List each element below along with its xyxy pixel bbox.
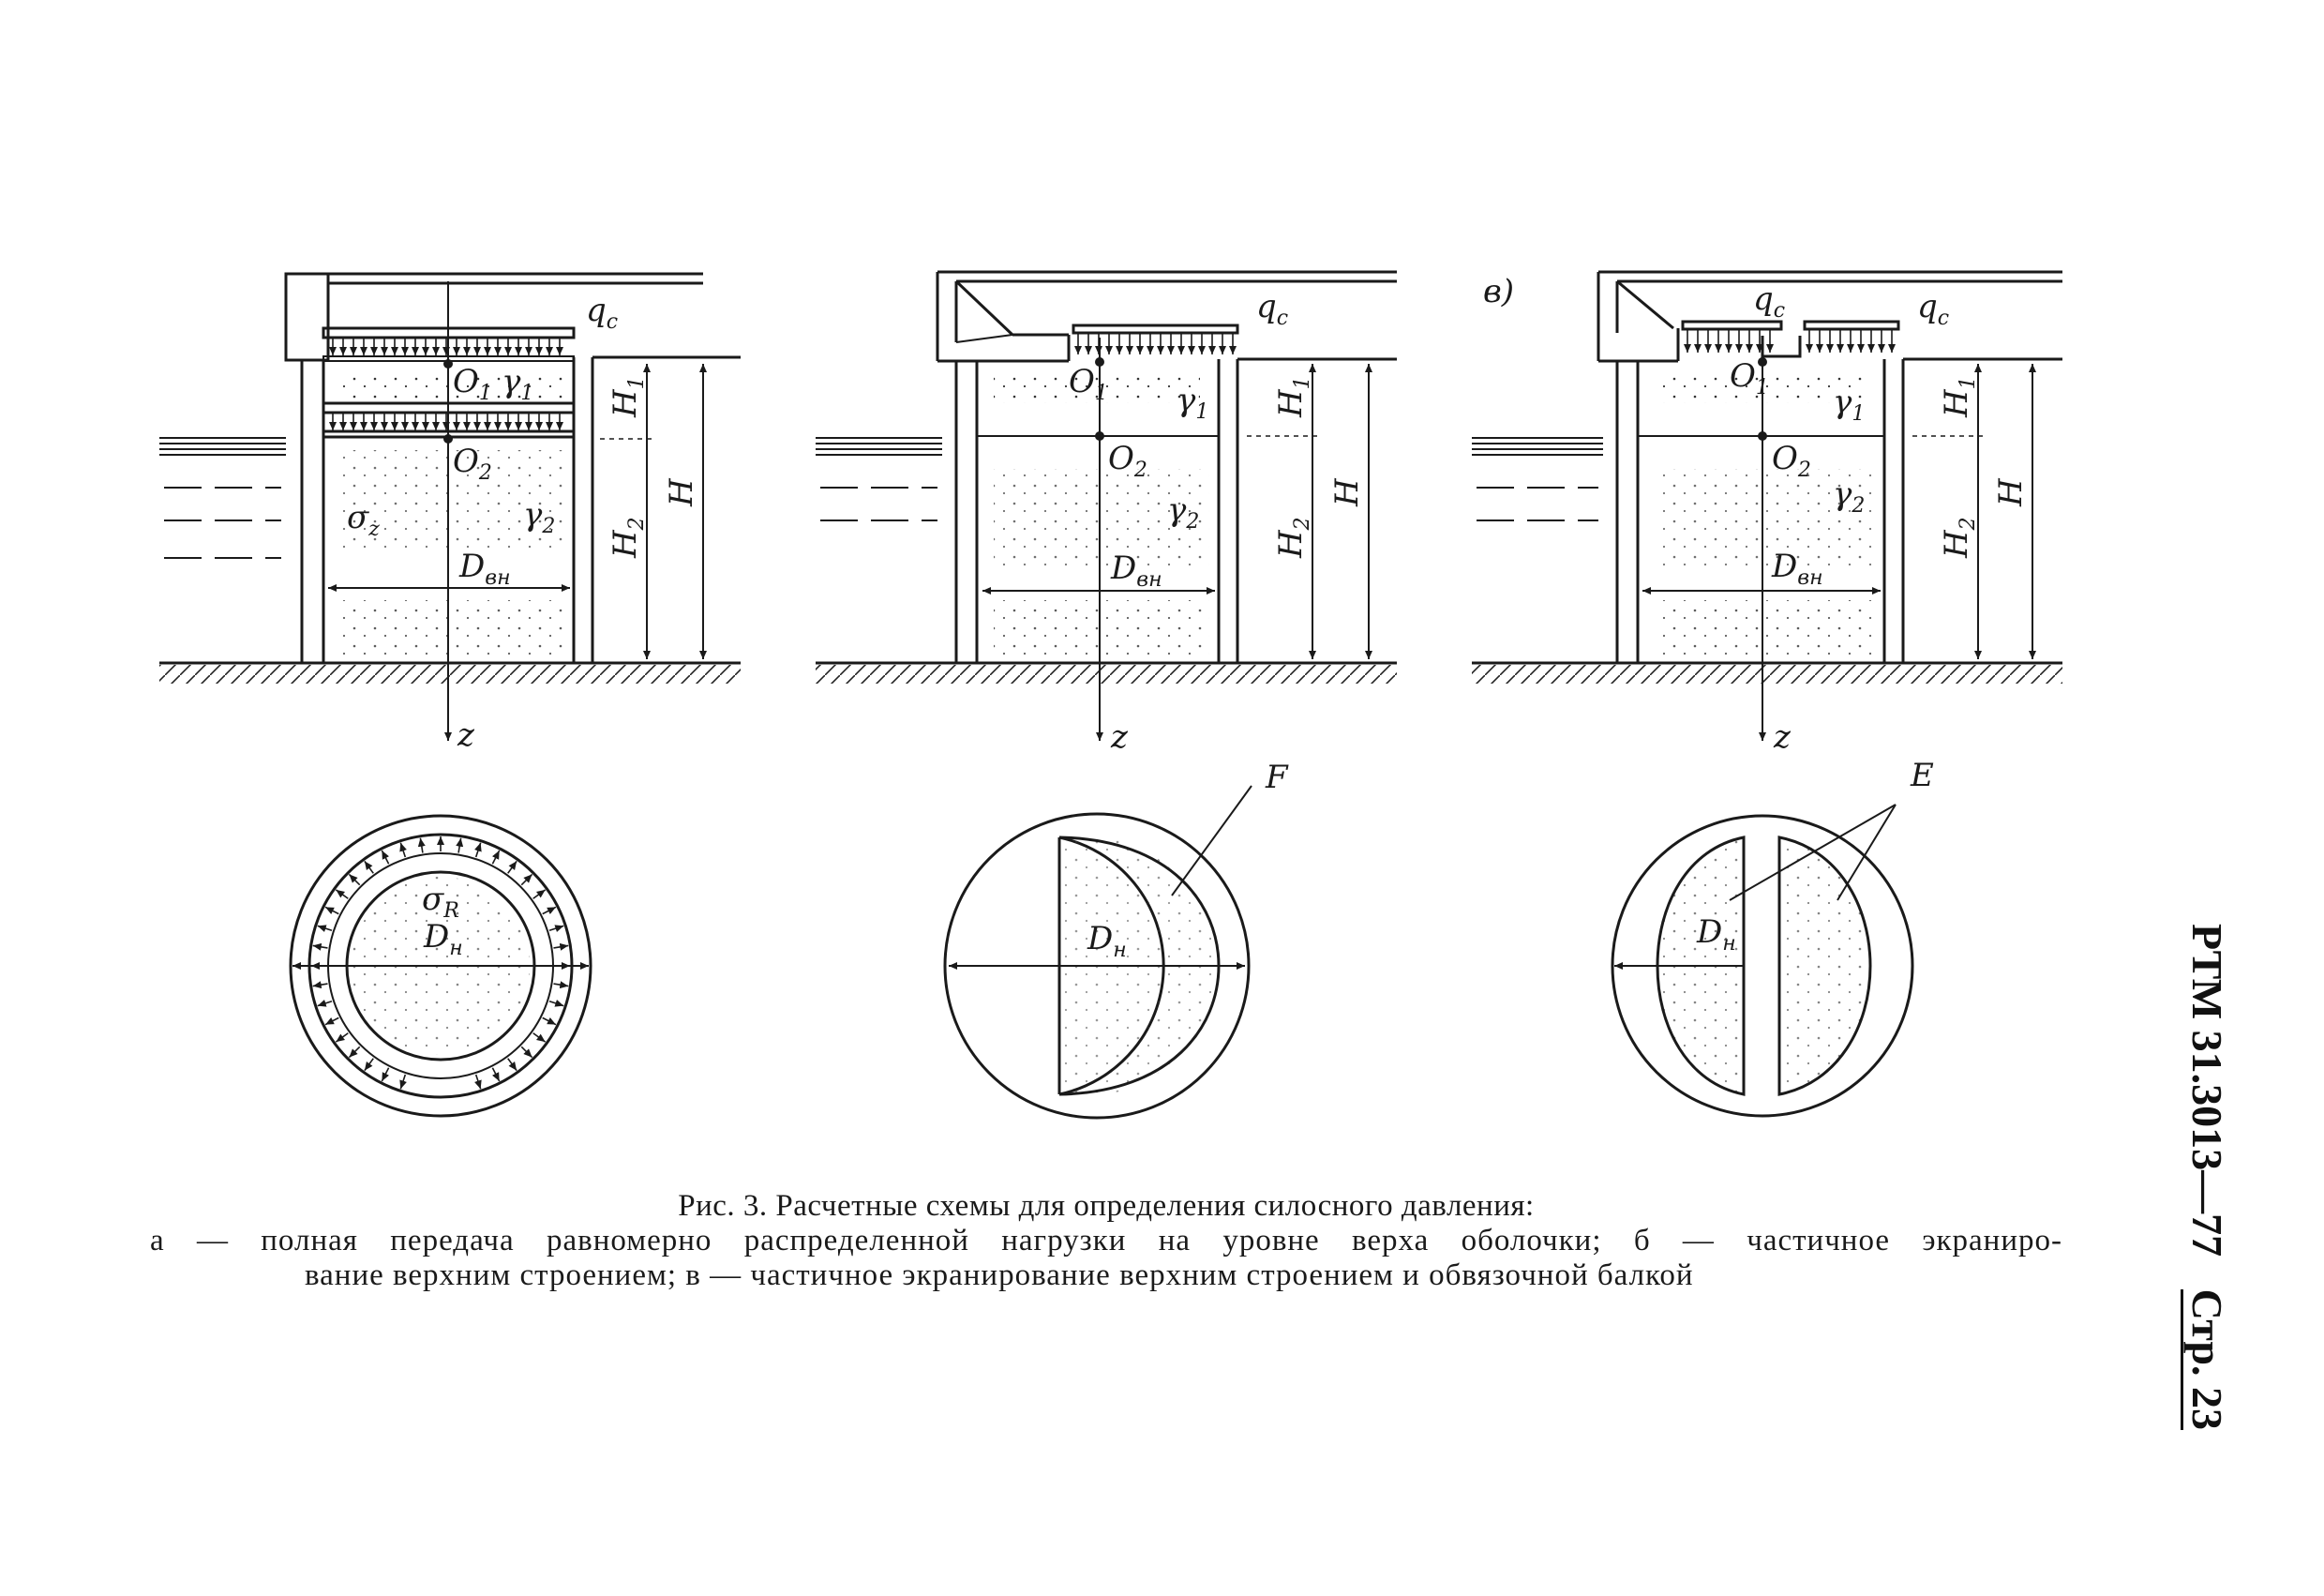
label-gamma2-b: $\gamma_2$ <box>1167 491 1200 534</box>
load-arrow <box>543 1017 556 1024</box>
label-dn-b: $D_н$ <box>1087 920 1127 962</box>
label-dn-a: $D_н$ <box>424 918 463 960</box>
panel-a-plan <box>291 816 591 1116</box>
load-arrow <box>420 838 423 853</box>
label-o1-a: $O_1$ <box>453 363 492 405</box>
panel-b-elevation <box>816 272 1397 741</box>
label-qc-b: $q_c$ <box>1256 288 1289 330</box>
label-h1-b: $H_1$ <box>1272 376 1314 417</box>
label-h2-c: $H_2$ <box>1938 517 1980 558</box>
label-gamma2-a: $\gamma_2$ <box>523 496 556 538</box>
caption-line-b: вание верхним строением; в — частичное экранирование верхним строением и обвязочной балкой <box>305 1258 1694 1292</box>
label-o2-b: $O_2$ <box>1108 440 1147 482</box>
load-arrow <box>492 1068 499 1081</box>
load-arrow <box>553 945 568 948</box>
load-arrow <box>492 851 499 864</box>
label-z-a: z <box>457 716 474 754</box>
load-arrows-c-right <box>1809 330 1892 353</box>
panel-a-elevation <box>159 274 741 741</box>
label-h1-c: $H_1$ <box>1938 376 1980 417</box>
document-code: РТМ 31.3013—77 <box>2183 924 2231 1257</box>
label-z-b: z <box>1111 718 1128 756</box>
load-arrow <box>533 1033 546 1042</box>
label-dvn-c: $D_{вн}$ <box>1772 548 1823 590</box>
label-h-c: H <box>1992 478 2030 506</box>
label-h1-a: $H_1$ <box>607 376 649 417</box>
load-arrow <box>318 926 332 930</box>
label-dvn-b: $D_{вн}$ <box>1111 550 1162 592</box>
label-o1-c: $O_1$ <box>1730 357 1769 399</box>
load-arrows-b <box>1078 334 1233 354</box>
load-arrow <box>318 1001 332 1006</box>
load-arrow <box>349 874 359 884</box>
label-gamma2-c: $\gamma_2$ <box>1833 475 1866 518</box>
load-arrow <box>549 1001 563 1006</box>
load-arrow <box>349 1046 359 1057</box>
load-arrow <box>458 838 461 853</box>
load-arrow <box>508 861 517 873</box>
panel-c-plan <box>1612 805 1912 1116</box>
load-arrow <box>336 890 348 898</box>
panel-c-elevation <box>1472 272 2062 741</box>
load-arrows-upper-a <box>333 339 560 355</box>
load-arrow <box>365 861 373 873</box>
caption-line-a: а — полная передача равномерно распределенной нагрузки на уровне верха оболочки; б — частичное экраниро- <box>150 1224 2062 1257</box>
label-qc-c-right: $q_c$ <box>1917 288 1950 330</box>
label-panel-c: в) <box>1483 273 1515 310</box>
load-arrow <box>313 945 328 948</box>
load-arrow <box>325 1017 338 1024</box>
load-arrow <box>553 984 568 986</box>
load-arrow <box>508 1059 517 1071</box>
load-arrow <box>476 1075 481 1089</box>
load-arrows-c-left <box>1687 330 1770 353</box>
figure-caption <box>150 1189 2062 1293</box>
label-h2-b: $H_2$ <box>1272 517 1314 558</box>
label-dvn-a: $D_{вн}$ <box>459 548 511 590</box>
caption-title: Рис. 3. Расчетные схемы для определения силосного давления: <box>678 1189 1535 1223</box>
load-arrow <box>365 1059 373 1071</box>
label-o1-b: $O_1$ <box>1069 363 1108 405</box>
page-number: Стр. 23 <box>2181 1289 2231 1430</box>
load-arrow <box>325 907 338 913</box>
label-f-b: F <box>1266 759 1288 796</box>
label-o2-a: $O_2$ <box>453 443 492 485</box>
label-h2-a: $H_2$ <box>607 517 649 558</box>
load-arrow <box>533 890 546 898</box>
label-dn-c: $D_н$ <box>1697 913 1736 956</box>
label-e-c: E <box>1911 757 1934 794</box>
label-sigma-z-a: $\sigma_z$ <box>347 499 380 541</box>
load-arrow <box>400 1075 405 1089</box>
load-arrow <box>521 874 532 884</box>
label-gamma1-b: $\gamma_1$ <box>1177 382 1209 424</box>
load-arrow <box>382 851 388 864</box>
label-z-c: z <box>1774 718 1791 756</box>
label-qc-c-left: $q_c$ <box>1753 280 1786 323</box>
label-gamma1-c: $\gamma_1$ <box>1833 384 1866 426</box>
load-arrow <box>382 1068 388 1081</box>
load-arrow <box>336 1033 348 1042</box>
load-arrow <box>549 926 563 930</box>
load-arrows-lower-a <box>333 414 560 430</box>
label-h-b: H <box>1328 478 1366 506</box>
load-arrow <box>521 1046 532 1057</box>
label-sigma-r-a: $\sigma_R$ <box>422 881 459 923</box>
label-qc-a: $q_c$ <box>586 292 619 334</box>
load-arrow <box>543 907 556 913</box>
load-arrow <box>313 984 328 986</box>
label-h-a: H <box>663 478 700 506</box>
label-gamma1-a: $\gamma_1$ <box>502 363 534 405</box>
label-o2-c: $O_2$ <box>1772 440 1811 482</box>
side-header <box>2182 924 2232 1430</box>
ground-hatch-a <box>159 665 741 684</box>
water-lines-a <box>159 438 286 558</box>
load-arrow <box>400 843 405 857</box>
load-arrow <box>476 843 481 857</box>
